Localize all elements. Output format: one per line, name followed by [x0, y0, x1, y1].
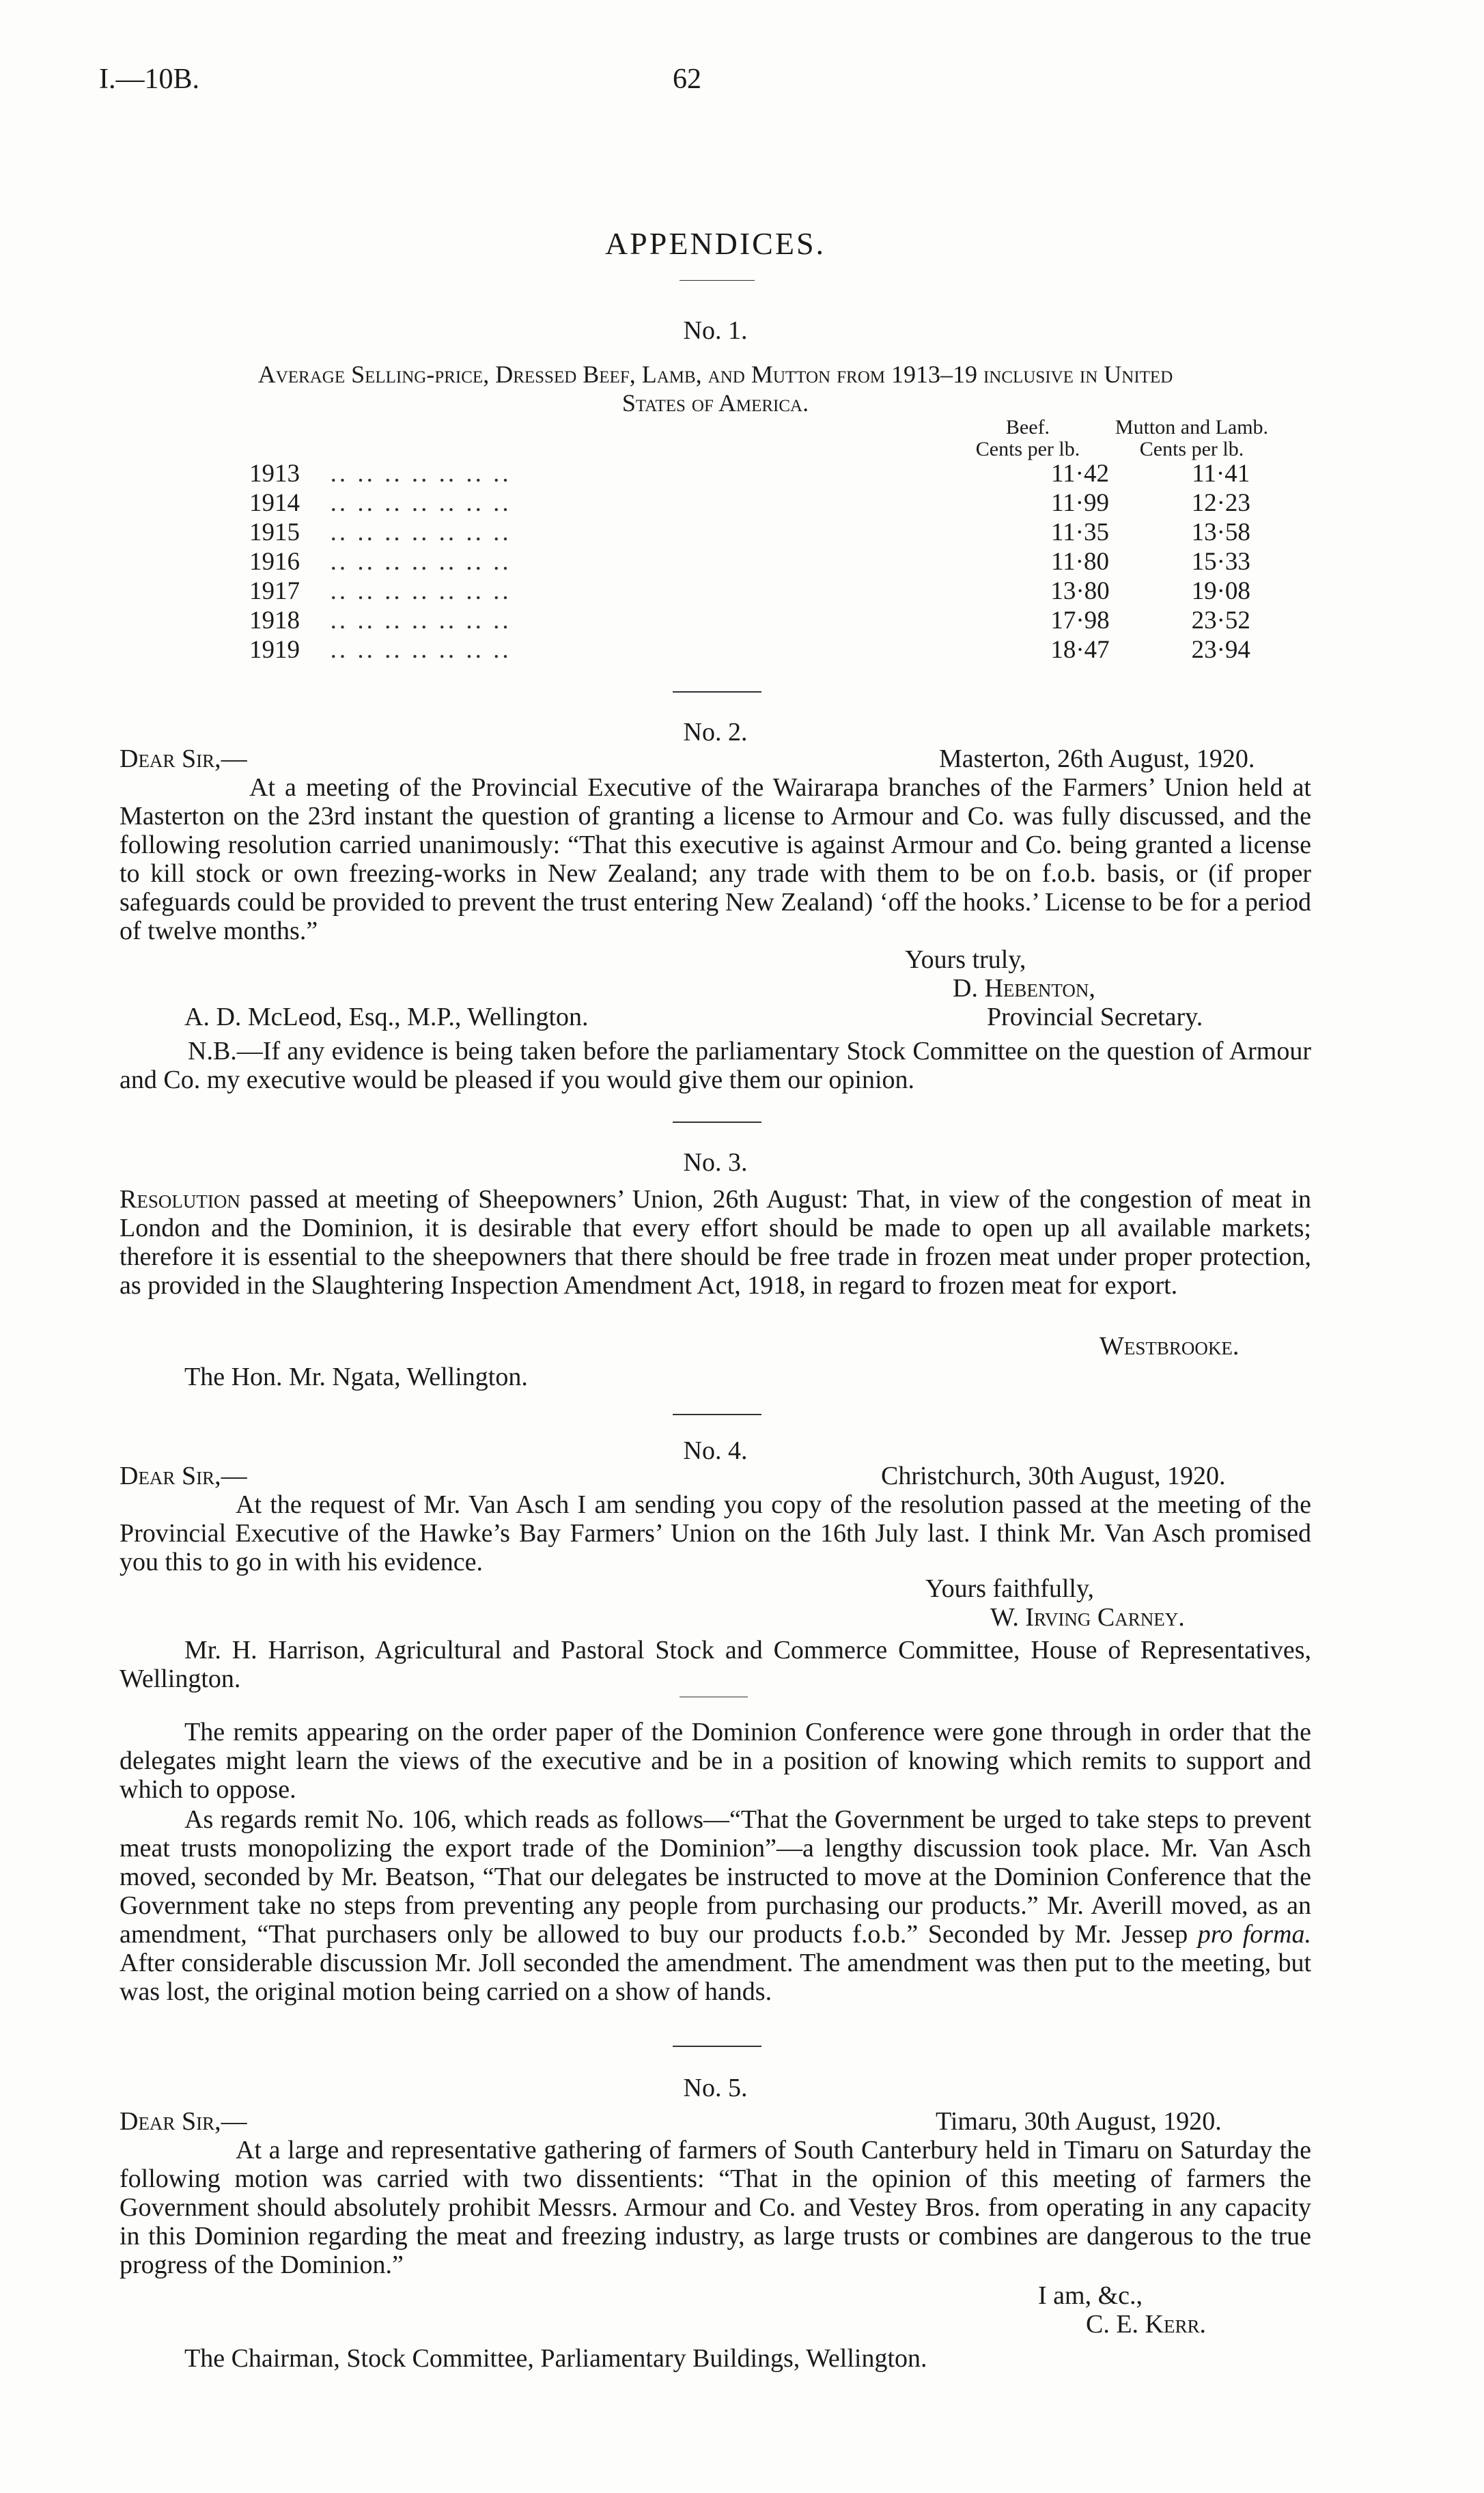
- document-reference: I.—10B.: [99, 64, 199, 95]
- appendix-3-number: No. 3.: [683, 1148, 748, 1177]
- appendix-5-salutation: Dear Sir,—: [120, 2107, 247, 2136]
- divider: [680, 280, 755, 281]
- appendix-3-lead: Resolution: [120, 1185, 240, 1214]
- appendix-4-signature: W. Irving Carney.: [990, 1603, 1185, 1632]
- year-cell: 1916: [249, 548, 300, 576]
- price-row: [249, 547, 1311, 576]
- beef-price-cell: 11·80: [1051, 548, 1109, 576]
- mutton-price-cell: 13·58: [1191, 518, 1250, 546]
- price-table: [249, 459, 1311, 665]
- price-row: [249, 576, 1311, 606]
- page-title: APPENDICES.: [604, 226, 826, 261]
- year-cell: 1918: [249, 607, 300, 635]
- leader-dots: .. .. .. .. .. .. ..: [330, 607, 512, 635]
- divider: [673, 691, 761, 693]
- leader-dots: .. .. .. .. .. .. ..: [330, 489, 512, 517]
- beef-price-cell: 11·35: [1051, 518, 1109, 546]
- appendix-5-number: No. 5.: [683, 2074, 748, 2102]
- appendix-1-heading: [120, 360, 1311, 417]
- appendix-4-place-date: Christchurch, 30th August, 1920.: [881, 1462, 1226, 1490]
- appendix-2-nb: N.B.—If any evidence is being taken before the parliamentary Stock Committee on the question of Armour and Co. my executive would be pleased if you would give them our opinion.: [120, 1037, 1311, 1094]
- price-row: [249, 518, 1311, 547]
- appendix-4-number: No. 4.: [683, 1436, 748, 1465]
- mutton-price-cell: 23·52: [1191, 607, 1250, 635]
- leader-dots: .. .. .. .. .. .. ..: [330, 636, 512, 664]
- appendix-3-body: [120, 1185, 1311, 1300]
- year-cell: 1915: [249, 518, 300, 546]
- appendix-3-signature: Westbrooke.: [1100, 1332, 1240, 1361]
- column-header-beef-line-1: Beef.: [1005, 416, 1050, 438]
- mutton-price-cell: 11·41: [1192, 460, 1250, 488]
- year-cell: 1914: [249, 489, 300, 517]
- beef-price-cell: 11·99: [1051, 489, 1109, 517]
- column-header-mutton-line-1: Mutton and Lamb.: [1115, 416, 1269, 438]
- appendix-3-text: passed at meeting of Sheepowners’ Union, 26th August: That, in view of the congestion of meat in London and the Dominion, it is desirable that every effort should be made to open up all available markets; therefore it is essential to the sheepowners that there should be free trade in frozen meat under proper protection, as provided in the Slaughtering Inspection Amendment Act, 1918, in regard to frozen meat for export.: [120, 1185, 1312, 1300]
- price-row: [249, 488, 1311, 518]
- leader-dots: .. .. .. .. .. .. ..: [330, 548, 512, 576]
- divider: [673, 1122, 761, 1123]
- appendix-5-addressee: The Chairman, Stock Committee, Parliamentary Buildings, Wellington.: [184, 2344, 927, 2373]
- mutton-price-cell: 19·08: [1191, 577, 1250, 605]
- appendix-2-addressee: A. D. McLeod, Esq., M.P., Wellington.: [184, 1003, 589, 1031]
- appendix-4-closing: Yours faithfully,: [925, 1574, 1095, 1603]
- appendix-1-heading-line-1: Average Selling-price, Dressed Beef, Lamb, and Mutton from 1913–19 inclusive in United: [257, 361, 1173, 388]
- year-cell: 1917: [249, 577, 300, 605]
- appendix-2-closing: Yours truly,: [905, 945, 1026, 974]
- appendix-2-body: At a meeting of the Provincial Executive of the Wairarapa branches of the Farmers’ Union held at Masterton on the 23rd instant the question of granting a license to Armour and Co. was fully discussed, and the following resolution carried unanimously: “That this executive is against Armour and Co. being granted a license to kill stock or own freezing-works in New Zealand; any trade with them to be on f.o.b. basis, or (if proper safeguards could be provided to prevent the trust entering New Zealand) ‘off the hooks.’ License to be for a period of twelve months.”: [120, 773, 1311, 945]
- appendix-2-signature: D. Hebenton,: [953, 974, 1095, 1003]
- document-page: [99, 0, 1312, 2493]
- appendix-5-signature: C. E. Kerr.: [1086, 2310, 1207, 2339]
- year-cell: 1913: [249, 460, 300, 488]
- appendix-5-place-date: Timaru, 30th August, 1920.: [936, 2107, 1222, 2136]
- beef-price-cell: 18·47: [1050, 636, 1110, 664]
- appendix-5-body: At a large and representative gathering of farmers of South Canterbury held in Timaru on Saturday the following motion was carried with two dissentients: “That in the opinion of this meeting of farmers the Government should absolutely prohibit Messrs. Armour and Co. and Vestey Bros. from operating in any capacity in this Dominion regarding the meat and freezing industry, as large trusts or combines are dangerous to the true progress of the Dominion.”: [120, 2136, 1311, 2279]
- appendix-2-place-date: Masterton, 26th August, 1920.: [939, 744, 1255, 773]
- year-cell: 1919: [249, 636, 300, 664]
- leader-dots: .. .. .. .. .. .. ..: [330, 577, 512, 605]
- appendix-4-salutation: Dear Sir,—: [120, 1462, 247, 1490]
- mutton-price-cell: 15·33: [1191, 548, 1250, 576]
- appendix-3-addressee: The Hon. Mr. Ngata, Wellington.: [184, 1363, 528, 1391]
- mutton-price-cell: 23·94: [1191, 636, 1250, 664]
- divider: [673, 2046, 761, 2047]
- column-header-beef: [960, 417, 1096, 460]
- beef-price-cell: 11·42: [1051, 460, 1109, 488]
- beef-price-cell: 13·80: [1050, 577, 1110, 605]
- appendix-4-paragraph-2-continued: After considerable discussion Mr. Joll seconded the amendment. The amendment was then put to the meeting, but was lost, the original motion being carried on a show of hands.: [120, 1949, 1311, 2006]
- column-header-beef-line-2: Cents per lb.: [975, 438, 1080, 460]
- appendix-4-paragraph-2: [120, 1805, 1311, 2006]
- appendix-4-paragraph-2-text: As regards remit No. 106, which reads as follows—“That the Government be urged to take steps to prevent meat trusts monopolizing the export trade of the Dominion”—a lengthy discussion took place. Mr. Van Asch moved, seconded by Mr. Beatson, “That our delegates be instructed to move at the Dominion Conference that the Government take no steps from preventing any people from purchasing our products.” Mr. Averill moved, as an amendment, “That purchasers only be allowed to buy our products f.o.b.” Seconded by Mr. Jessep: [120, 1805, 1311, 1949]
- beef-price-cell: 17·98: [1050, 607, 1110, 635]
- running-header: [99, 63, 1311, 104]
- appendix-4-paragraph-1: The remits appearing on the order paper of the Dominion Conference were gone through in order that the delegates might learn the views of the executive and be in a position of knowing which remits to support and which to oppose.: [120, 1718, 1311, 1804]
- leader-dots: .. .. .. .. .. .. ..: [330, 460, 512, 488]
- leader-dots: .. .. .. .. .. .. ..: [330, 518, 512, 546]
- appendix-1-number: No. 1.: [683, 316, 748, 345]
- appendix-4-pro-forma: pro forma.: [1197, 1920, 1311, 1949]
- appendix-5-closing: I am, &c.,: [1038, 2281, 1143, 2310]
- column-header-mutton: [1089, 417, 1294, 460]
- appendix-4-body: At the request of Mr. Van Asch I am sending you copy of the resolution passed at the meeting of the Provincial Executive of the Hawke’s Bay Farmers’ Union on the 16th July last. I think Mr. Van Asch promised you this to go in with his evidence.: [120, 1490, 1311, 1576]
- price-row: [249, 459, 1311, 488]
- appendix-2-salutation: Dear Sir,—: [120, 744, 247, 773]
- divider: [673, 1414, 761, 1415]
- appendix-2-number: No. 2.: [683, 718, 748, 747]
- column-header-mutton-line-2: Cents per lb.: [1139, 438, 1244, 460]
- price-row: [249, 635, 1311, 665]
- price-row: [249, 606, 1311, 635]
- appendix-2-signature-title: Provincial Secretary.: [987, 1003, 1203, 1031]
- page-number: 62: [673, 64, 701, 95]
- mutton-price-cell: 12·23: [1191, 489, 1250, 517]
- appendix-4-addressee: Mr. H. Harrison, Agricultural and Pastoral Stock and Commerce Committee, House of Representatives, Wellington.: [120, 1636, 1311, 1693]
- appendix-1-heading-line-2: States of America.: [621, 389, 809, 417]
